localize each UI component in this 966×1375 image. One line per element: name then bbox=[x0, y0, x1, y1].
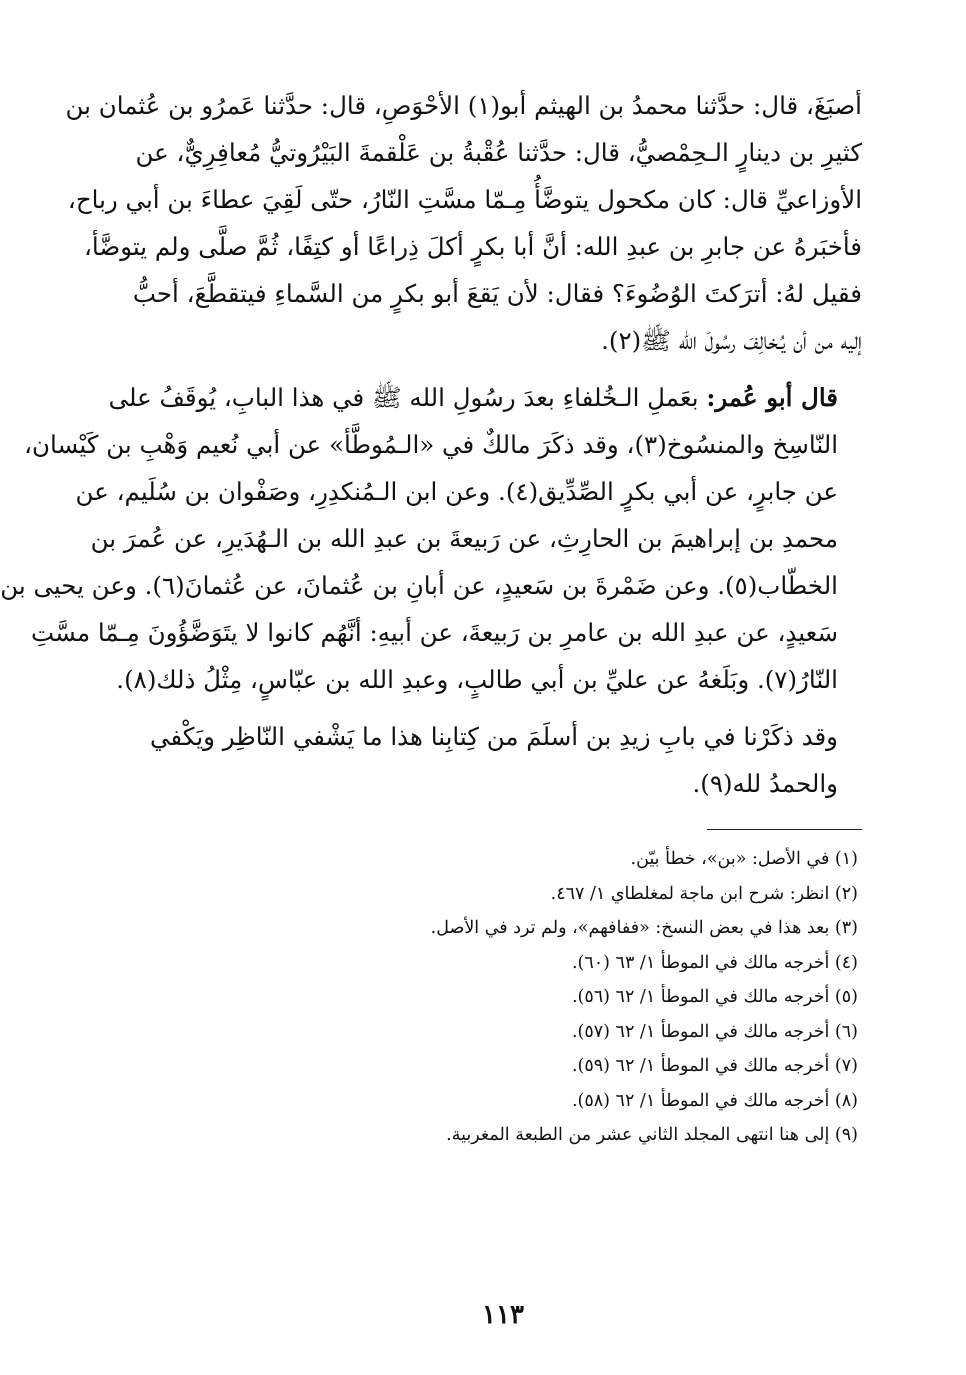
text-run: بعَملِ الـخُلفاءِ بعدَ رسُولِ الله ﷺ في هذا البابِ، يُوقَفُ على bbox=[108, 383, 707, 412]
paragraph-3 bbox=[142, 713, 862, 807]
paragraph-2 bbox=[0, 374, 862, 703]
text-line: أصبَغَ، قال: حدَّثنا محمدُ بن الهيثم أبو(١) الأحْوَصِ، قال: حدَّثنا عَمرُو بن عُثمان بن bbox=[65, 91, 862, 120]
footnote-item: (١) في الأصل: «بن»، خطأ بيّن. bbox=[630, 849, 858, 869]
text-line: النّاسِخ والمنسُوخ(٣)، وقد ذكَرَ مالكٌ في «الـمُوطَّأ» عن أبي نُعيم وَهْبِ بن كَيْسان، bbox=[24, 430, 838, 459]
text-line: فقيل لهُ: أترَكتَ الوُضُوءَ؟ فقال: لأن يَقعَ أبو بكرٍ من السَّماءِ فيتقطَّعَ، أحبُّ bbox=[132, 279, 862, 308]
text-line: فأخبَرهُ عن جابرِ بن عبدِ الله: أنَّ أبا بكرٍ أكلَ ذِراعًا أو كتِفًا، ثُمَّ صلَّى ولم يتوضَّأ، bbox=[84, 232, 862, 261]
footnote-item: (٦) أخرجه مالك في الموطأ ١/ ٦٢ (٥٧). bbox=[571, 1021, 858, 1042]
text-line: الأوزاعيِّ قال: كان مكحول يتوضَّأُ مِـمّا مسَّتِ النّارُ، حتّى لَقِيَ عطاءَ بن أبي رباح، bbox=[67, 185, 862, 214]
paragraph-lead: قال أبو عُمر: bbox=[706, 383, 838, 412]
page-content bbox=[0, 82, 862, 1153]
text-line bbox=[108, 374, 862, 421]
page-number: ١١٣ bbox=[482, 1300, 524, 1330]
text-line: محمدِ بن إبراهيمَ بن الحارِثِ، عن رَبيعةَ بن عبدِ الله بن الـهُدَيرِ، عن عُمرَ بن bbox=[90, 524, 838, 553]
footnotes bbox=[142, 842, 862, 1153]
footnote-item: (٣) بعد هذا في بعض النسخ: «ففافهم»، ولم ترد في الأصل. bbox=[430, 918, 858, 938]
text-line: النّارُ(٧). وبَلَغهُ عن عليِّ بن أبي طالبٍ، وعبدِ الله بن عبّاسٍ، مِثْلُ ذلك(٨). bbox=[116, 665, 838, 694]
paragraph-1 bbox=[65, 82, 862, 364]
text-line: عن جابرٍ، عن أبي بكرٍ الصِّدِّيق(٤). وعن ابن الـمُنكدِرِ، وصَفْوان بن سُلَيم، عن bbox=[75, 477, 838, 506]
text-line: الخطّاب(٥). وعن ضَمْرةَ بن سَعيدٍ، عن أبانِ بن عُثمانَ، عن عُثمانَ(٦). وعن يحيى بن bbox=[0, 571, 838, 600]
text-line: سَعيدٍ، عن عبدِ الله بن عامرِ بن رَبيعةَ، عن أبيهِ: أنَّهُم كانوا لا يتَوَضَّؤُونَ مِـمّا مسَّتِ bbox=[31, 618, 838, 647]
footnote-item: (٩) إلى هنا انتهى المجلد الثاني عشر من الطبعة المغربية. bbox=[446, 1125, 858, 1145]
footnote-item: (٨) أخرجه مالك في الموطأ ١/ ٦٢ (٥٨). bbox=[571, 1090, 858, 1111]
footnote-item: (٢) انظر: شرح ابن ماجة لمغلطاي ١/ ٤٦٧. bbox=[550, 883, 858, 904]
footnote-item: (٥) أخرجه مالك في الموطأ ١/ ٦٢ (٥٦). bbox=[571, 987, 858, 1007]
main-text bbox=[0, 82, 862, 807]
text-line: كثيرِ بن دينارٍ الـحِمْصيُّ، قال: حدَّثنا عُقْبةُ بن عَلْقمةَ البَيْرُوتيُّ مُعافِرِيٌّ، عن bbox=[135, 138, 862, 167]
footnote-separator bbox=[707, 829, 862, 830]
text-line: وقد ذكَرْنا في بابِ زيدِ بن أسلَمَ من كِتابِنا هذا ما يَشْفي النّاظِر ويَكْفي bbox=[149, 722, 838, 751]
text-line: والحمدُ لله(٩). bbox=[692, 769, 838, 798]
footnote-item: (٧) أخرجه مالك في الموطأ ١/ ٦٢ (٥٩). bbox=[571, 1056, 858, 1076]
text-line: إليه من أن يُـخالِفَ رسُولَ الله ﷺ(٢). bbox=[601, 326, 862, 355]
footnote-item: (٤) أخرجه مالك في الموطأ ١/ ٦٣ (٦٠). bbox=[571, 952, 858, 973]
